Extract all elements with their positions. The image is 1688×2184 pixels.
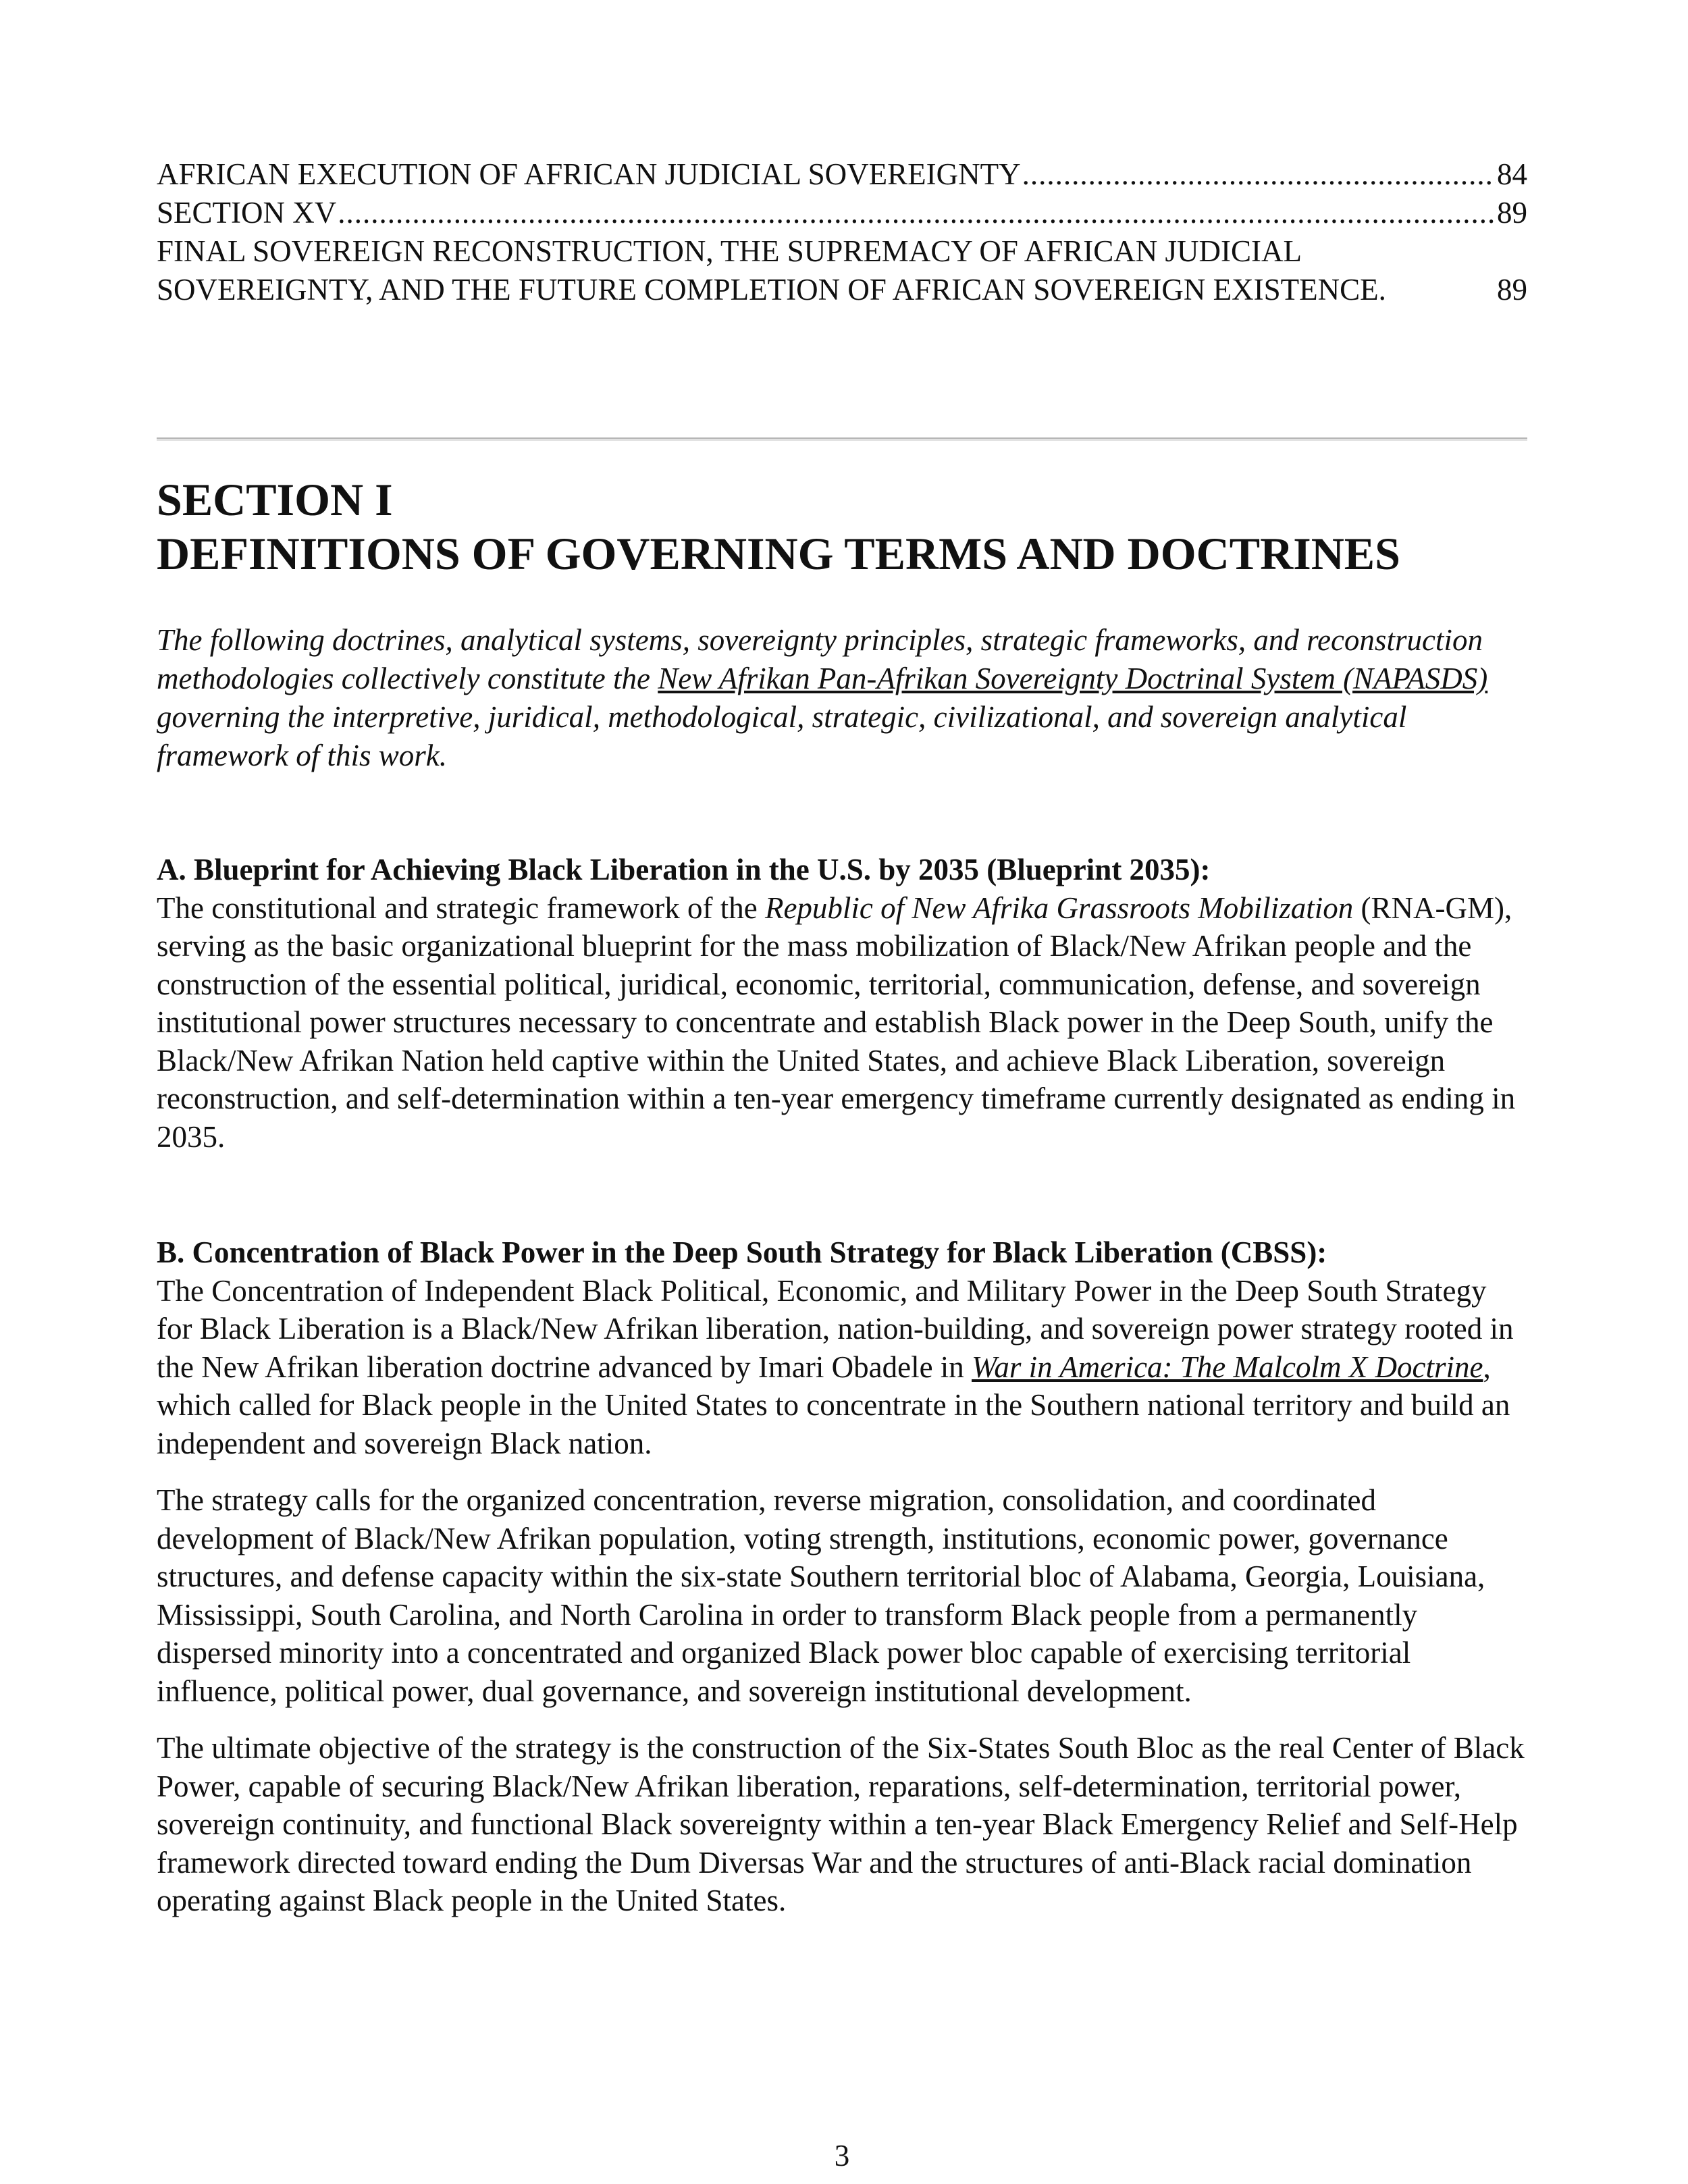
definition-a	[157, 851, 1527, 1156]
toc-entry-title: SECTION XV	[157, 196, 337, 230]
definition-b-text-before: The Concentration of Independent Black Political, Economic, and Military Power in the Deep South Strategy for Black Liberation is a Black/New Afrikan liberation, nation-building, and sovereign power strategy rooted in the New Afrikan liberation doctrine advanced by Imari Obadele in	[157, 1273, 1514, 1384]
toc-entry-title: AFRICAN EXECUTION OF AFRICAN JUDICIAL SOVEREIGNTY	[157, 157, 1021, 191]
napasds-link[interactable]: New Afrikan Pan-Afrikan Sovereignty Doctrinal System (NAPASDS)	[658, 662, 1488, 695]
section-title: SECTION I	[157, 474, 393, 525]
section-subtitle: DEFINITIONS OF GOVERNING TERMS AND DOCTRINES	[157, 528, 1400, 579]
definition-b-text-after: which called for Black people in the United States to concentrate in the Southern national territory and build an independent and sovereign Black nation.	[157, 1388, 1510, 1460]
definition-b-paragraph-2: The strategy calls for the organized concentration, reverse migration, consolidation, and coordinated development of Black/New Afrikan population, voting strength, institutions, economic power, governance structures, and defense capacity within the six-state Southern territorial bloc of Alabama, Georgia, Louisiana, Mississippi, South Carolina, and North Carolina in order to transform Black people from a permanently dispersed minority into a concentrated and organized Black power bloc capable of exercising territorial influence, political power, dual governance, and sovereign institutional development.	[157, 1483, 1485, 1708]
section-intro	[157, 621, 1527, 775]
intro-text-after: governing the interpretive, juridical, methodological, strategic, civilizational, and sovereign analytical framework of this work.	[157, 700, 1407, 772]
section-heading	[157, 473, 1527, 581]
definition-b	[157, 1233, 1527, 1939]
malcolm-x-doctrine-link[interactable]: War in America: The Malcolm X Doctrine	[972, 1350, 1483, 1384]
toc-entry-title-line2: SOVEREIGNTY, AND THE FUTURE COMPLETION OF AFRICAN SOVEREIGN EXISTENCE.	[157, 273, 1386, 307]
toc-entry[interactable]	[157, 194, 1527, 232]
document-page	[157, 155, 1527, 2173]
definition-a-heading: A. Blueprint for Achieving Black Liberation in the U.S. by 2035 (Blueprint 2035):	[157, 853, 1211, 886]
toc-leader-dots	[338, 194, 1496, 232]
toc-entry-page: 89	[1497, 273, 1527, 307]
toc-entry-page: 89	[1497, 196, 1527, 230]
definition-b-paragraph-3: The ultimate objective of the strategy is the construction of the Six-States South Bloc as the real Center of Black Power, capable of securing Black/New Afrikan liberation, reparations, self-determination, territorial power, sovereign continuity, and functional Black sovereignty within a ten-year Black Emergency Relief and Self-Help framework directed toward ending the Dum Diversas War and the structures of anti-Black racial domination operating against Black people in the United States.	[157, 1731, 1525, 1917]
definition-b-heading: B. Concentration of Black Power in the Deep South Strategy for Black Liberation (CBSS):	[157, 1235, 1327, 1269]
intro-text-before: The following doctrines, analytical systems, sovereignty principles, strategic frameworks, and reconstruction methodologies collectively constitute the	[157, 623, 1483, 695]
link-comma: ,	[1483, 1350, 1491, 1384]
toc-entry-page: 84	[1497, 157, 1527, 191]
definition-b-paragraph-1	[157, 1272, 1527, 1463]
page-number: 3	[834, 2139, 850, 2173]
definition-a-text-before: The constitutional and strategic framework of the	[157, 890, 765, 925]
table-of-contents	[157, 155, 1527, 309]
toc-entry-final[interactable]	[157, 232, 1527, 309]
toc-leader-dots	[1022, 155, 1496, 194]
toc-entry[interactable]	[157, 155, 1527, 194]
horizontal-rule	[157, 437, 1527, 441]
definition-a-text	[157, 889, 1527, 1156]
definition-a-text-after: (RNA-GM), serving as the basic organizational blueprint for the mass mobilization of Black/New Afrikan people and the construction of the essential political, juridical, economic, territorial, communication, defense, and sovereign institutional power structures necessary to concentrate and establish Black power in the Deep South, unify the Black/New Afrikan Nation held captive within the United States, and achieve Black Liberation, sovereign reconstruction, and self-determination within a ten-year emergency timeframe currently designated as ending in 2035.	[157, 890, 1516, 1154]
definition-a-italic: Republic of New Afrika Grassroots Mobilization	[764, 890, 1354, 925]
toc-entry-title-line1: FINAL SOVEREIGN RECONSTRUCTION, THE SUPREMACY OF AFRICAN JUDICIAL	[157, 234, 1302, 268]
